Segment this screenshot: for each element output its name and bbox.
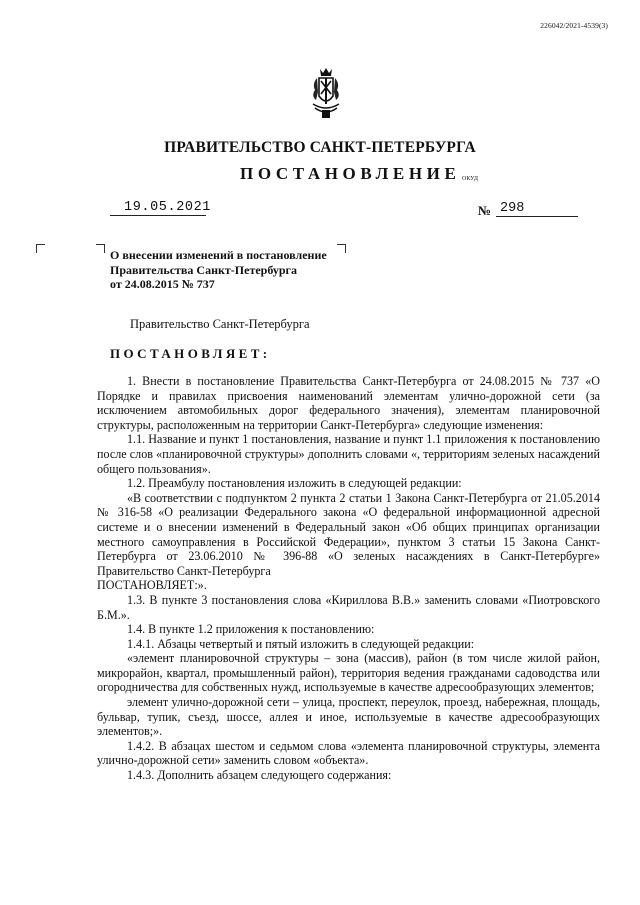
body-paragraph: 1.4. В пункте 1.2 приложения к постановлению:: [127, 622, 375, 637]
subject-line: О внесении изменений в постановление: [110, 248, 327, 262]
issuer-name: Правительство Санкт-Петербурга: [130, 317, 310, 331]
government-title: ПРАВИТЕЛЬСТВО САНКТ-ПЕТЕРБУРГА: [164, 139, 476, 156]
decree-body: [97, 374, 600, 783]
decree-title: ПОСТАНОВЛЕНИЕ: [240, 164, 461, 183]
subject-line: Правительства Санкт-Петербурга: [110, 262, 298, 277]
body-paragraph: 1. Внести в постановление Правительства Санкт-Петербурга от 24.08.2015 № 737 «О Порядке и правилах присвоения наименований элементам улично-дорожной сети (за исключением автомобильных дорог федерального значения), элементам планировочной структуры, расположенным на территории Санкт-Петербурга» следующие изменения:: [97, 374, 600, 432]
body-paragraph: элемент улично-дорожной сети – улица, проспект, переулок, проезд, набережная, площадь, бульвар, тупик, съезд, шоссе, аллея и иное, используемые в качестве адресообразующих элементов;».: [97, 695, 600, 739]
number-underline: [496, 216, 578, 217]
body-paragraph: 1.4.1. Абзацы четвертый и пятый изложить в следующей редакции:: [127, 636, 475, 651]
body-paragraph: 1.1. Название и пункт 1 постановления, название и пункт 1.1 приложения к постановлению после слов «планировочной структуры» дополнить словами «, территориям зеленых насаждений общего пользования».: [97, 432, 600, 476]
decree-number: 298: [500, 201, 525, 216]
body-paragraph: ПОСТАНОВЛЯЕТ:».: [97, 578, 207, 593]
okud-label: ОКУД: [462, 176, 478, 182]
corner-bracket-left: [36, 244, 45, 253]
corner-bracket-right: [337, 244, 346, 253]
document-code: 226042/2021-4539(3): [540, 21, 608, 30]
body-paragraph: «В соответствии с подпунктом 2 пункта 2 статьи 1 Закона Санкт-Петербурга от 21.05.2014 № 316-58 «О реализации Федерального закона «О федеральной информационной адресной системе и о внесении изменений в Федеральный закон «Об общих принципах организации местного самоуправления в Российской Федерации», пунктом 3 статьи 15 Закона Санкт-Петербурга от 23.06.2010 № 396-88 «О зеленых насаждениях в Санкт-Петербурге» Правительство Санкт-Петербурга: [97, 490, 600, 578]
resolves-heading: ПОСТАНОВЛЯЕТ:: [110, 346, 271, 361]
body-paragraph: 1.2. Преамбулу постановления изложить в следующей редакции:: [127, 476, 462, 491]
body-paragraph: 1.4.3. Дополнить абзацем следующего содержания:: [127, 768, 392, 783]
body-paragraph: 1.4.2. В абзацах шестом и седьмом слова «элемента планировочной структуры, элемента улично-дорожной сети» заменить словом «объекта».: [97, 738, 600, 768]
coat-of-arms-emblem: [309, 66, 343, 122]
date-underline: [110, 215, 206, 216]
body-paragraph: «элемент планировочной структуры – зона (массив), район (в том числе жилой район, микрорайон, квартал, промышленный район), территория ведения гражданами садоводства или огородничества для собственных нужд, используемые в качестве адресообразующих элементов;: [97, 651, 600, 695]
decree-date: 19.05.2021: [124, 200, 212, 215]
subject-line: от 24.08.2015 № 737: [110, 277, 215, 291]
corner-bracket-inner: [96, 244, 105, 253]
decree-subject: [110, 248, 327, 292]
number-sign: №: [478, 203, 492, 218]
body-paragraph: 1.3. В пункте 3 постановления слова «Кириллова В.В.» заменить словами «Пиотровского Б.М.».: [97, 592, 600, 622]
